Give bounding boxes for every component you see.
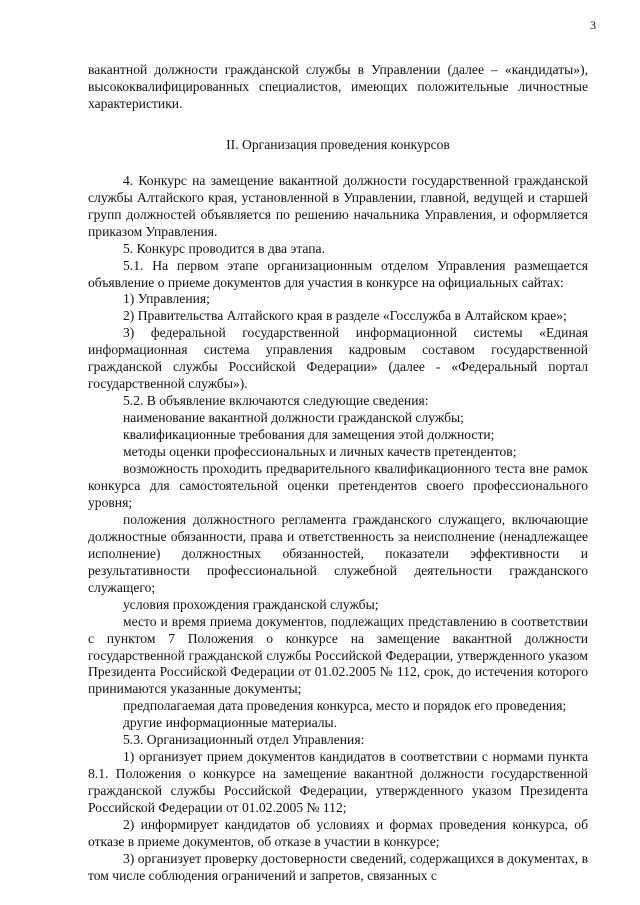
list-item: другие информационные материалы.	[123, 715, 338, 731]
list-item: место и время приема документов, подлежащих представлению в соответствии с пунктом 7 Положения о конкурсе на замещение вакантной должности государственной гражданской службы Российской Федерации, утвержденного указом Президента Российской Федерации от 01.02.2005 № 112, срок, до истечения которого принимаются указанные документы;	[88, 613, 588, 697]
list-item: возможность проходить предварительного квалификационного теста вне рамок конкурса для самостоятельной оценки претендентов своего профессионального уровня;	[88, 461, 588, 510]
intro-paragraph: вакантной должности гражданской службы в Управлении (далее – «кандидаты»), высококвалифицированных специалистов, имеющих положительные личностные характеристики.	[88, 62, 588, 111]
paragraph-5-3: 5.3. Организационный отдел Управления:	[123, 732, 365, 748]
document-body	[88, 62, 588, 885]
list-item: 3) федеральной государственной информационной системы «Единая информационная система управления кадровым составом государственной гражданской службы Российской Федерации» (далее - «Федеральный портал государственной службы»).	[88, 325, 588, 392]
list-item: 2) информирует кандидатов об условиях и формах проведения конкурса, об отказе в приеме документов, об отказе в участии в конкурсе;	[88, 817, 588, 849]
list-item: квалификационные требования для замещения этой должности;	[123, 427, 495, 443]
list-item: 3) организует проверку достоверности сведений, содержащихся в документах, в том числе соблюдения ограничений и запретов, связанных с	[88, 850, 588, 883]
paragraph-5-2: 5.2. В объявление включаются следующие сведения:	[123, 393, 429, 409]
list-item: 1) организует прием документов кандидатов в соответствии с нормами пункта 8.1. Положения о конкурсе на замещение вакантной должности государственной гражданской службы Российской Федерации, утвержденного указом Президента Российской Федерации от 01.02.2005 № 112;	[88, 749, 588, 816]
list-item: методы оценки профессиональных и личных качеств претендентов;	[123, 444, 517, 460]
paragraph-5-1: 5.1. На первом этапе организационным отделом Управления размещается объявление о приеме документов для участия в конкурсе на официальных сайтах:	[88, 257, 588, 290]
page-number: 3	[590, 18, 596, 32]
paragraph-5: 5. Конкурс проводится в два этапа.	[123, 240, 325, 256]
list-item: наименование вакантной должности гражданской службы;	[123, 410, 464, 426]
list-item: условия прохождения гражданской службы;	[123, 596, 379, 612]
list-item: положения должностного регламента гражданского служащего, включающие должностные обязанности, права и ответственность за неисполнение (ненадлежащее исполнение) должностных обязанностей, показатели эффективности и результативности профессиональной служебной деятельности гражданского служащего;	[88, 511, 588, 595]
list-item: 1) Управления;	[123, 291, 210, 307]
list-item: предполагаемая дата проведения конкурса, место и порядок его проведения;	[123, 698, 567, 714]
list-item: 2) Правительства Алтайского края в разделе «Госслужба в Алтайском крае»;	[123, 308, 567, 324]
paragraph-4: 4. Конкурс на замещение вакантной должности государственной гражданской службы Алтайского края, установленной в Управлении, главной, ведущей и старшей групп должностей объявляется по решению начальника Управления, и оформляется приказом Управления.	[88, 172, 588, 239]
section-title: II. Организация проведения конкурсов	[226, 136, 450, 152]
